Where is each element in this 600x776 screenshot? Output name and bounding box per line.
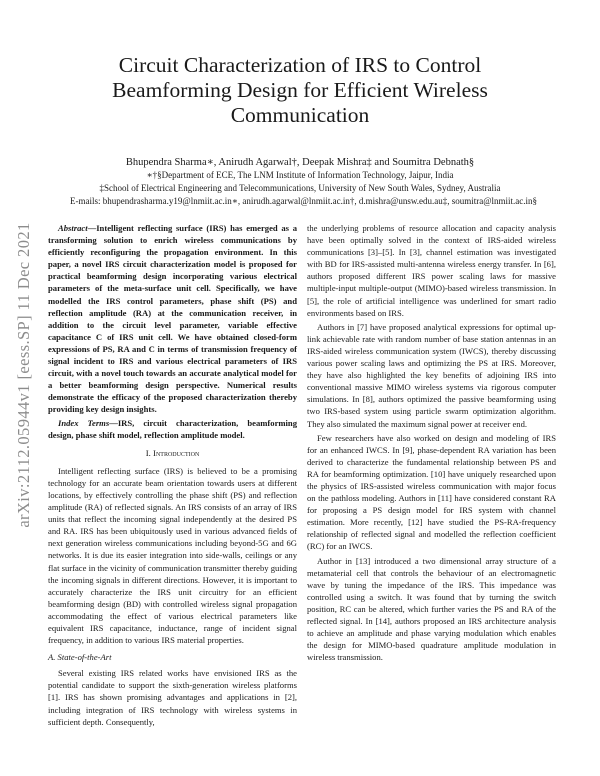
section-heading-introduction: I. Introduction xyxy=(145,447,200,458)
intro-paragraph: Intelligent reflecting surface (IRS) is believed to be a promising technology for an accurate beam orientation towards users at different locations, by effectively controlling the phase shift (PS) and reflection amplitude (RA) of reflected signals. An IRS consists of an array of IRS units that reflect the incoming signal independently at the desired PS and RA. IRS has been ubiquitously used in various advanced fields of next generation wireless communications including beyond-5G and 6G networks. It is due its easier integration into side-walls, ceilings or any flat surface in the vicinity of communication transmitter thereby guiding the incoming signals in different directions. However, it is important to accurately characterize the IRS unit circuitry for an efficient beamforming design (BD) with controlled wireless signal propagation accommodating the effect of various electrical parameters like equivalent IRS capacitance, inductance, range of incident signal frequency, in addition to various IRS material properties. xyxy=(48,465,297,646)
state-of-art-paragraph: Several existing IRS related works have envisioned IRS as the potential candidate to support the sixth-generation wireless platforms [1]. IRS has shown promising advantages and applications in [2], including integration of IRS technology with wireless systems in sufficient depth. Consequently, xyxy=(48,668,297,727)
abstract-label: Abstract xyxy=(58,223,88,233)
right-column xyxy=(307,222,556,663)
right-paragraph-1: the underlying problems of resource allocation and capacity analysis have been optimally solved in the context of IRS-aided wireless communications [3]–[5]. In [3], channel estimation was investigated with BD for IRS-assisted multi-antenna wireless energy transfer. In [6], authors proposed different IRS power scaling laws for massive multiple-input multiple-output (MIMO)-based wireless transmission. In [5], the role of artificial intelligence was underlined for smart radio environments based on IRS. xyxy=(307,223,556,318)
author-emails: E-mails: bhupendrasharma.y19@lnmiit.ac.in∗, anirudh.agarwal@lnmiit.ac.in†, d.mishra@unsw.edu.au‡, soumitra@lnmiit.ac.in§ xyxy=(69,196,538,206)
arxiv-watermark xyxy=(2,140,46,610)
paper-title: Circuit Characterization of IRS to Control Beamforming Design for Efficient Wireless Communication xyxy=(112,53,488,127)
abstract xyxy=(48,222,297,416)
right-paragraph-4: Author in [13] introduced a two dimensional array structure of a metamaterial cell that controls the behaviour of an electromagnetic wave by tuning the impedance of the IRS. This impedance was controlled using a switch. It was found that by turning the switch position, RC can be altered, which further varies the PS and RA of the reflected signal. In [14], authors proposed an IRS architecture analysis to achieve an amplitude and phase varying modulation which enables the design for MIMO-based quadrature amplitude modulation in wireless transmission. xyxy=(307,555,556,663)
affiliation-lnmiit: ∗†§Department of ECE, The LNM Institute of Information Technology, Jaipur, India xyxy=(146,170,454,180)
index-terms xyxy=(48,417,297,441)
left-column xyxy=(48,222,297,728)
right-paragraph-3: Few researchers have also worked on design and modeling of IRS for an enhanced IWCS. In [9], phase-dependent RA variation has been derived to characterize the fundamental relationship between PS and RA for beamforming optimization. [10] have uniquely researched upon the physics of IRS-assisted wireless communication with major focus on the pathloss modeling. Authors in [11] have considered constant RA for proposing a PS design model for IRS system with channel estimation. More recently, [12] have studied the PS-RA-frequency relationship of reflected signal and modelled the reflection coefficient (RC) for an IWCS. xyxy=(307,432,556,552)
author-list: Bhupendra Sharma∗, Anirudh Agarwal†, Deepak Mishra‡ and Soumitra Debnath§ xyxy=(125,157,475,168)
right-paragraph-2: Authors in [7] have proposed analytical expressions for optimal up-link achievable rate with random number of base station antennas in an IRS-aided wireless communication system (IWCS), thereby discussing various power scaling laws and optimizing the PS at IRS. Moreover, they have also highlighted the key benefits of adjoining IRS into conventional massive MIMO wireless systems via rigorous computer simulations. In [8], authors optimized the passive beamforming using two IRS-based system using particle swarm optimization algorithm. They also simulated the maximum signal power at receiver end. xyxy=(307,321,556,429)
subsection-heading-state-of-the-art: A. State-of-the-Art xyxy=(48,652,112,663)
index-terms-text: —IRS, circuit characterization, beamforming design, phase shift model, reflection amplitude model. xyxy=(48,417,298,440)
abstract-text: —Intelligent reflecting surface (IRS) has emerged as a transforming solution to enrich wireless communications by efficiently reconfiguring the propagation environment. In this paper, a novel IRS circuit characterization model is proposed for practical beamforming design incorporating various electrical parameters of the meta-surface unit cell. Specifically, we have modelled the IRS control parameters, phase shift (PS) and reflection amplitude (RA) at the communication receiver, in addition to the circuit level parameter, variable effective capacitance C of IRS unit cell. We have obtained closed-form expressions of PS, RA and C in terms of transmission frequency of signal incident to IRS and various electrical parameters of IRS circuit, with a novel touch towards an accurate analytical model for a better beamforming design perspective. Numerical results demonstrate the efficacy of the proposed characterization thereby providing key design insights. xyxy=(48,223,297,415)
arxiv-identifier: arXiv:2112.05944v1 [eess.SP] 11 Dec 2021 xyxy=(14,222,33,528)
index-terms-label: Index Terms xyxy=(58,417,110,428)
affiliation-unsw: ‡School of Electrical Engineering and Telecommunications, University of New South Wales, Sydney, Australia xyxy=(99,183,501,193)
